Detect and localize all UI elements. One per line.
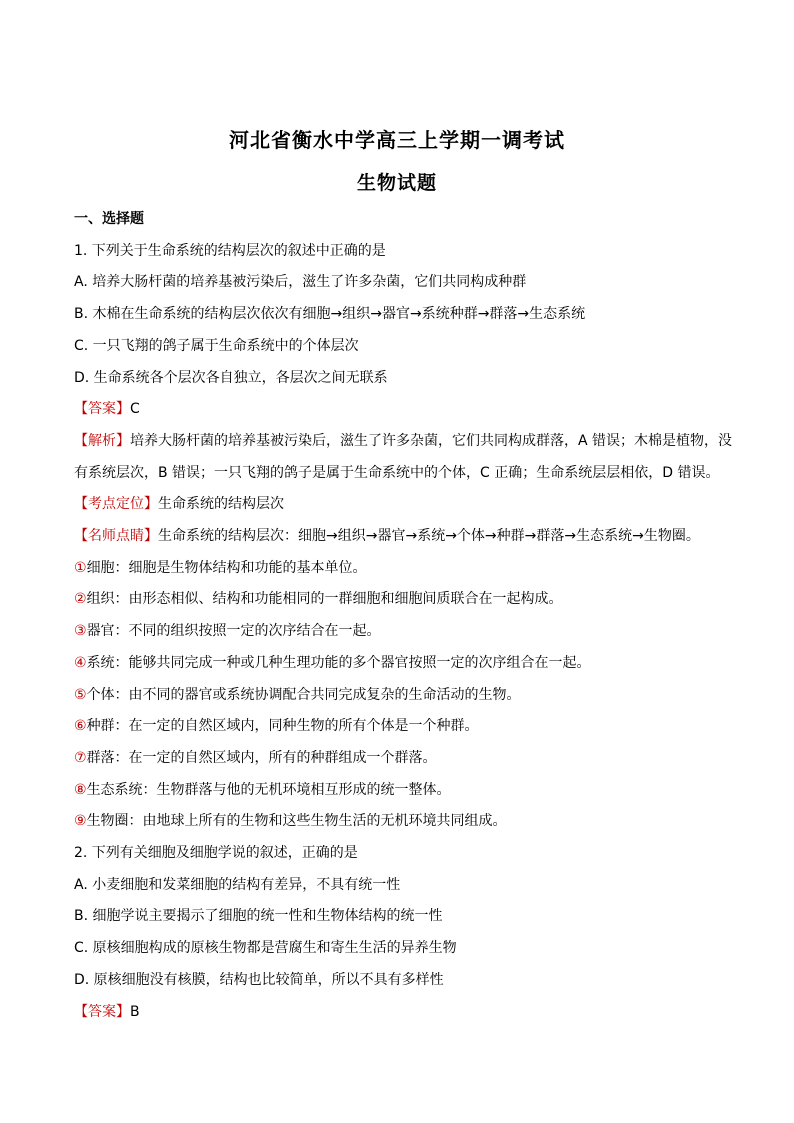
level-text: 种群：在一定的自然区域内，同种生物的所有个体是一个种群。 [86, 718, 479, 735]
option-a: A. 培养大肠杆菌的培养基被污染后，滋生了许多杂菌，它们共同构成种群 [74, 274, 527, 291]
level-number: ⑤ [74, 686, 87, 703]
point-text: 生命系统的结构层次 [158, 496, 284, 513]
level-item [74, 775, 734, 807]
level-text: 系统：能够共同完成一种或几种生理功能的多个器官按照一定的次序组合在一起。 [86, 654, 591, 671]
level-number: ⑦ [74, 749, 87, 766]
level-item [74, 711, 734, 743]
level-text: 个体：由不同的器官或系统协调配合共同完成复杂的生命活动的生物。 [86, 686, 521, 703]
level-list [74, 553, 734, 838]
answer-value: C [130, 401, 140, 418]
option-b: B. 细胞学说主要揭示了细胞的统一性和生物体结构的统一性 [74, 908, 443, 925]
answer-tag: 【答案】 [74, 401, 130, 418]
section-heading: 一、选择题 [74, 211, 144, 227]
level-item [74, 616, 734, 648]
analysis-text: 培养大肠杆菌的培养基被污染后，滋生了许多杂菌，它们共同构成群落，A 错误；木棉是植物，没有系统层次，B 错误；一只飞翔的鸽子是属于生命系统中的个体，C 正确；生命系统层层相依，D 错误。 [74, 432, 733, 481]
answer-tag: 【答案】 [74, 1003, 130, 1020]
level-number: ① [74, 559, 87, 576]
analysis-block [74, 426, 734, 489]
option-c: C. 一只飞翔的鸽子属于生命系统中的个体层次 [74, 337, 359, 354]
option-d: D. 原核细胞没有核膜，结构也比较简单，所以不具有多样性 [74, 971, 444, 988]
answer-line [74, 997, 734, 1029]
analysis-tag: 【解析】 [74, 432, 130, 449]
level-item [74, 680, 734, 712]
question-2 [74, 838, 734, 1028]
answer-value: B [130, 1003, 140, 1020]
option-b: B. 木棉在生命系统的结构层次依次有细胞→组织→器官→系统种群→群落→生态系统 [74, 306, 586, 323]
level-text: 生态系统：生物群落与他的无机环境相互形成的统一整体。 [86, 781, 451, 798]
tip-tag: 【名师点睛】 [74, 528, 158, 545]
level-item [74, 553, 734, 585]
level-number: ⑥ [74, 718, 87, 735]
level-text: 群落：在一定的自然区域内，所有的种群组成一个群落。 [86, 749, 437, 766]
level-number: ⑨ [74, 813, 87, 830]
level-text: 组织：由形态相似、结构和功能相同的一群细胞和细胞间质联合在一起构成。 [86, 591, 563, 608]
level-text: 细胞：细胞是生物体结构和功能的基本单位。 [86, 559, 367, 576]
level-item [74, 648, 734, 680]
level-number: ③ [74, 623, 87, 640]
level-number: ④ [74, 654, 87, 671]
question-stem: 2. 下列有关细胞及细胞学说的叙述，正确的是 [74, 845, 358, 862]
option-c: C. 原核细胞构成的原核生物都是营腐生和寄生生活的异养生物 [74, 940, 457, 957]
level-number: ⑧ [74, 781, 87, 798]
doc-title: 河北省衡水中学高三上学期一调考试 [229, 128, 565, 152]
tip-text: 生命系统的结构层次：细胞→组织→器官→系统→个体→种群→群落→生态系统→生物圈。 [158, 528, 700, 545]
level-item [74, 743, 734, 775]
level-item [74, 806, 734, 838]
doc-subtitle: 生物试题 [356, 172, 437, 194]
question-1 [74, 236, 734, 838]
tip-line [74, 521, 734, 553]
level-number: ② [74, 591, 87, 608]
point-tag: 【考点定位】 [74, 496, 158, 513]
level-text: 生物圈：由地球上所有的生物和这些生物生活的无机环境共同组成。 [86, 813, 507, 830]
level-item [74, 584, 734, 616]
level-text: 器官：不同的组织按照一定的次序结合在一起。 [86, 623, 381, 640]
option-a: A. 小麦细胞和发菜细胞的结构有差异，不具有统一性 [74, 876, 401, 893]
question-stem: 1. 下列关于生命系统的结构层次的叙述中正确的是 [74, 242, 386, 259]
doc-content [74, 204, 734, 1028]
answer-line [74, 394, 734, 426]
option-d: D. 生命系统各个层次各自独立，各层次之间无联系 [74, 369, 388, 386]
point-line [74, 489, 734, 521]
